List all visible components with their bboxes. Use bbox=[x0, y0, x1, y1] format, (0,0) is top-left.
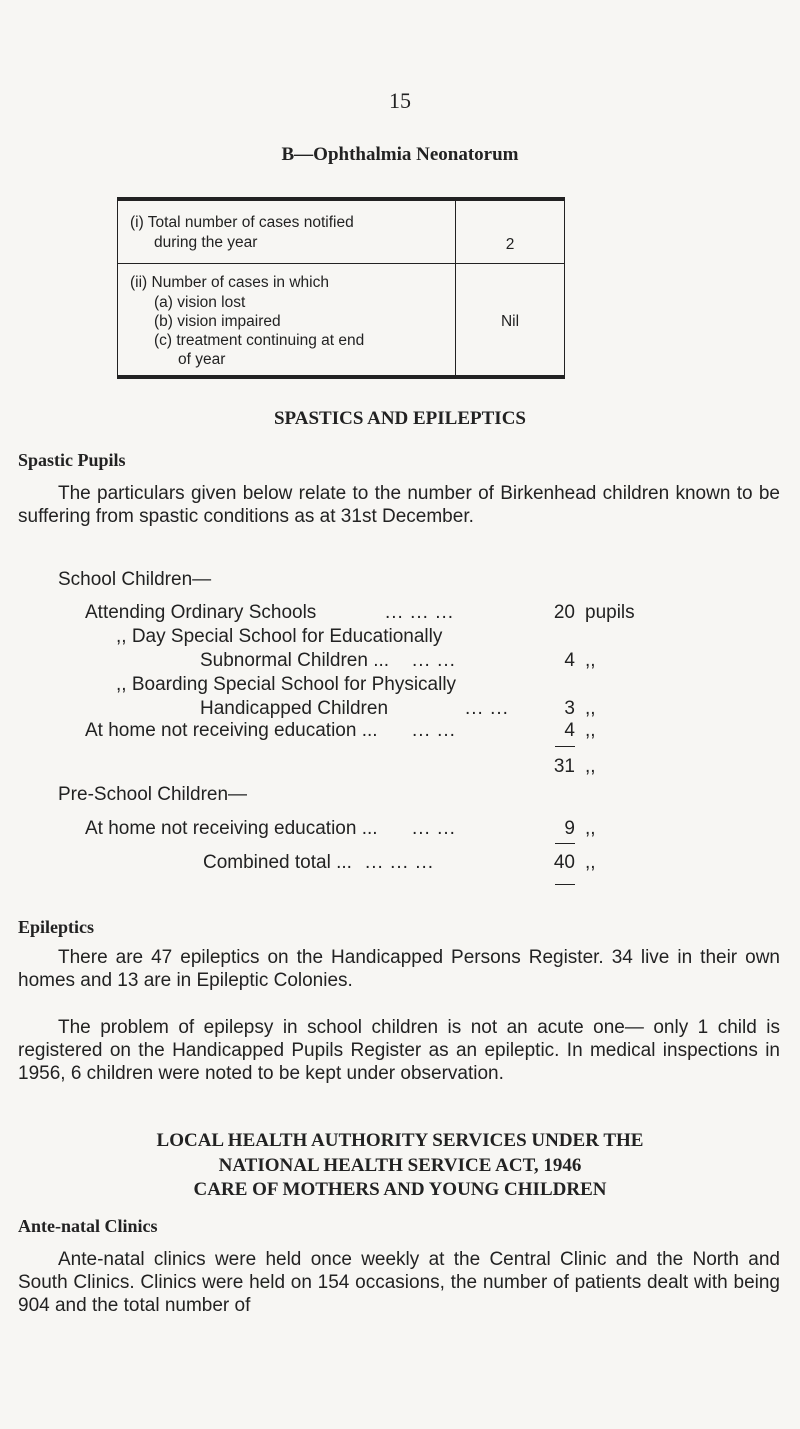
row-handicapped-unit: ,, bbox=[585, 698, 596, 719]
row-day-special-label: ,, Day Special School for Educationally bbox=[116, 626, 443, 647]
row2-line5: of year bbox=[178, 351, 226, 368]
epileptics-para1: There are 47 epileptics on the Handicapped Persons Register. 34 live in their own homes and 13 are in Epileptic Colonies. bbox=[18, 947, 780, 991]
section-title-ophthalmia: B—Ophthalmia Neonatorum bbox=[281, 144, 519, 165]
combined-unit: ,, bbox=[585, 852, 596, 873]
row1-label-line1: (i) Total number of cases notified bbox=[130, 214, 354, 231]
row-handicapped-dots: ... ... bbox=[465, 698, 509, 719]
combined-rule bbox=[555, 843, 575, 844]
row2-line3: (b) vision impaired bbox=[154, 313, 281, 330]
row-boarding-label: ,, Boarding Special School for Physically bbox=[116, 674, 457, 695]
combined-label: Combined total ... bbox=[203, 852, 352, 873]
table-column-divider bbox=[455, 201, 456, 375]
spastic-pupils-subheading: Spastic Pupils bbox=[18, 450, 126, 470]
row2-value: Nil bbox=[500, 313, 520, 330]
row2-line4: (c) treatment continuing at end bbox=[154, 332, 365, 349]
pre-school-row-label: At home not receiving education ... bbox=[85, 818, 378, 839]
combined-bottom-rule bbox=[555, 884, 575, 885]
page-number: 15 bbox=[389, 88, 411, 113]
local-health-title-1: LOCAL HEALTH AUTHORITY SERVICES UNDER THE bbox=[156, 1130, 644, 1151]
subtotal-value: 31 bbox=[553, 756, 575, 777]
spastics-intro: The particulars given below relate to the number of Birkenhead children known to be suffering from spastic conditions as at 31st December. bbox=[18, 483, 780, 527]
subtotal-unit: ,, bbox=[585, 756, 596, 777]
pre-school-label: Pre-School Children— bbox=[58, 784, 248, 805]
antenatal-para: Ante-natal clinics were held once weekly at the Central Clinic and the North and South Clinics. Clinics were held on 154 occasions, the number of patients dealt with being 904 and the total number of bbox=[18, 1249, 780, 1316]
row-ordinary-unit: pupils bbox=[585, 602, 635, 623]
combined-value: 40 bbox=[553, 852, 575, 873]
school-children-label: School Children— bbox=[58, 569, 212, 590]
local-health-title-3: CARE OF MOTHERS AND YOUNG CHILDREN bbox=[193, 1179, 607, 1200]
row-home-value: 4 bbox=[564, 720, 575, 741]
row2-line2: (a) vision lost bbox=[154, 294, 246, 311]
table-row-divider bbox=[118, 263, 564, 264]
combined-dots: ... ... ... bbox=[365, 852, 435, 873]
pre-school-row-value: 9 bbox=[564, 818, 575, 839]
row-ordinary-label: Attending Ordinary Schools bbox=[85, 602, 317, 623]
row-subnormal-label: Subnormal Children ... bbox=[200, 650, 390, 671]
row2-line1: (ii) Number of cases in which bbox=[130, 274, 329, 291]
row-home-dots: ... ... bbox=[412, 720, 456, 741]
epileptics-para2: The problem of epilepsy in school children is not an acute one— only 1 child is registered on the Handicapped Pupils Register as an epileptic. In medical inspections in 1956, 6 children were noted to be kept under observation. bbox=[18, 1017, 780, 1084]
row-subnormal-value: 4 bbox=[564, 650, 575, 671]
row-subnormal-dots: ... ... bbox=[412, 650, 456, 671]
pre-school-row-dots: ... ... bbox=[412, 818, 456, 839]
row-home-unit: ,, bbox=[585, 720, 596, 741]
row-ordinary-dots: ... ... ... bbox=[385, 602, 455, 623]
ophthalmia-table bbox=[117, 197, 565, 379]
row-handicapped-label: Handicapped Children bbox=[200, 698, 389, 719]
antenatal-subheading: Ante-natal Clinics bbox=[18, 1216, 158, 1236]
row1-value: 2 bbox=[505, 236, 515, 253]
row-ordinary-value: 20 bbox=[553, 602, 575, 623]
row-subnormal-unit: ,, bbox=[585, 650, 596, 671]
row-handicapped-value: 3 bbox=[564, 698, 575, 719]
local-health-title-2: NATIONAL HEALTH SERVICE ACT, 1946 bbox=[218, 1155, 582, 1176]
row1-label-line2: during the year bbox=[154, 234, 258, 251]
subtotal-rule bbox=[555, 746, 575, 747]
spastics-heading: SPASTICS AND EPILEPTICS bbox=[273, 408, 526, 429]
row-home-label: At home not receiving education ... bbox=[85, 720, 378, 741]
epileptics-heading: Epileptics bbox=[18, 917, 95, 937]
pre-school-row-unit: ,, bbox=[585, 818, 596, 839]
